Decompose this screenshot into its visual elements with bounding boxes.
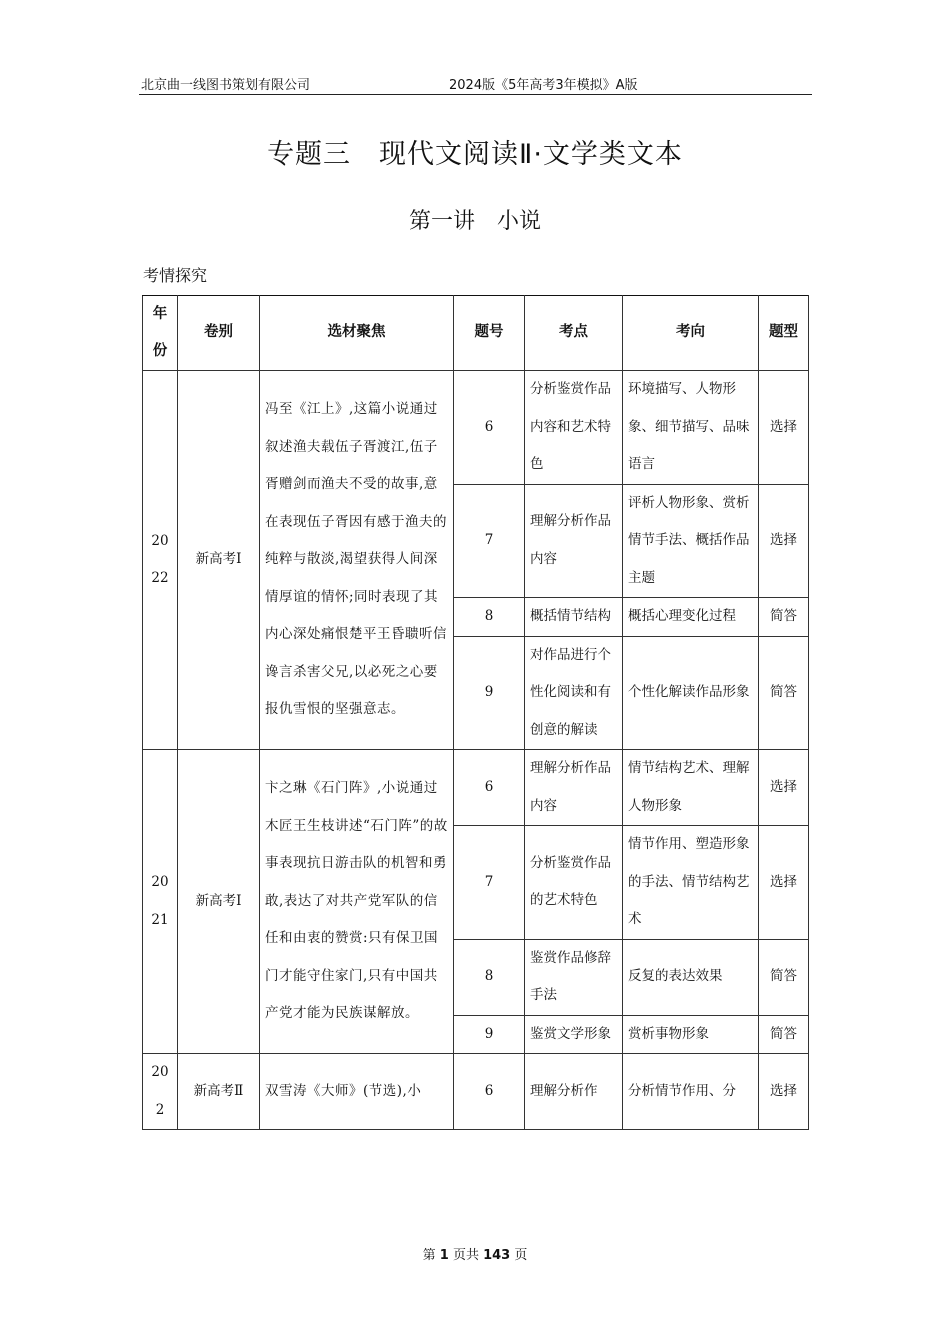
year-cell: 2021 <box>143 750 178 1054</box>
header-question-no: 题号 <box>454 296 525 371</box>
type-cell: 简答 <box>759 636 809 750</box>
exam-analysis-table <box>142 295 809 1130</box>
page-header <box>139 70 812 95</box>
page-number: 1 <box>439 1248 449 1263</box>
table-row <box>143 1054 809 1130</box>
direction-cell: 环境描写、人物形象、细节描写、品味语言 <box>623 371 759 485</box>
header-year: 年份 <box>143 296 178 371</box>
point-cell: 概括情节结构 <box>525 598 623 637</box>
lesson-title: 第一讲 小说 <box>408 209 541 234</box>
point-cell: 分析鉴赏作品的艺术特色 <box>525 826 623 940</box>
question-no-cell: 7 <box>454 484 525 598</box>
question-no-cell: 6 <box>454 371 525 485</box>
year-cell: 2022 <box>143 371 178 750</box>
direction-cell: 反复的表达效果 <box>623 939 759 1015</box>
question-no-cell: 9 <box>454 1015 525 1054</box>
point-cell: 鉴赏文学形象 <box>525 1015 623 1054</box>
point-cell: 对作品进行个性化阅读和有创意的解读 <box>525 636 623 750</box>
header-paper: 卷别 <box>178 296 260 371</box>
header-direction: 考向 <box>623 296 759 371</box>
question-no-cell: 9 <box>454 636 525 750</box>
page-footer <box>0 1244 950 1263</box>
question-no-cell: 8 <box>454 939 525 1015</box>
paper-cell: 新高考Ⅰ <box>178 750 260 1054</box>
table-row <box>143 750 809 826</box>
type-cell: 选择 <box>759 750 809 826</box>
point-cell: 理解分析作品内容 <box>525 484 623 598</box>
header-type: 题型 <box>759 296 809 371</box>
direction-cell: 评析人物形象、赏析情节手法、概括作品主题 <box>623 484 759 598</box>
direction-cell: 情节结构艺术、理解人物形象 <box>623 750 759 826</box>
point-cell: 鉴赏作品修辞手法 <box>525 939 623 1015</box>
header-material: 选材聚焦 <box>260 296 454 371</box>
question-no-cell: 6 <box>454 750 525 826</box>
type-cell: 选择 <box>759 1054 809 1130</box>
direction-cell: 分析情节作用、分 <box>623 1054 759 1130</box>
material-cell: 双雪涛《大师》(节选),小 <box>260 1054 454 1130</box>
footer-prefix: 第 <box>422 1248 436 1263</box>
footer-suffix: 页 <box>514 1248 528 1263</box>
footer-middle: 页共 <box>452 1248 479 1263</box>
table-row <box>143 371 809 485</box>
header-point: 考点 <box>525 296 623 371</box>
direction-cell: 赏析事物形象 <box>623 1015 759 1054</box>
direction-cell: 情节作用、塑造形象的手法、情节结构艺术 <box>623 826 759 940</box>
question-no-cell: 7 <box>454 826 525 940</box>
direction-cell: 概括心理变化过程 <box>623 598 759 637</box>
total-pages: 143 <box>483 1248 511 1263</box>
table-header-row <box>143 296 809 371</box>
type-cell: 简答 <box>759 598 809 637</box>
type-cell: 简答 <box>759 939 809 1015</box>
page-title: 专题三 现代文阅读Ⅱ·文学类文本 <box>267 139 683 170</box>
book-title: 2024版《5年高考3年模拟》A版 <box>449 78 638 93</box>
type-cell: 选择 <box>759 826 809 940</box>
publisher-name: 北京曲一线图书策划有限公司 <box>141 78 311 93</box>
paper-cell: 新高考Ⅱ <box>178 1054 260 1130</box>
year-cell: 202 <box>143 1054 178 1130</box>
type-cell: 选择 <box>759 484 809 598</box>
section-title: 考情探究 <box>143 266 208 285</box>
point-cell: 理解分析作品内容 <box>525 750 623 826</box>
material-cell: 冯至《江上》,这篇小说通过叙述渔夫载伍子胥渡江,伍子胥赠剑而渔夫不受的故事,意在表现伍子胥因有感于渔夫的纯粹与散淡,渴望获得人间深情厚谊的情怀;同时表现了其内心深处痛恨楚平王昏聩听信谗言杀害父兄,以必死之心要报仇雪恨的坚强意志。 <box>260 371 454 750</box>
question-no-cell: 8 <box>454 598 525 637</box>
point-cell: 理解分析作 <box>525 1054 623 1130</box>
type-cell: 简答 <box>759 1015 809 1054</box>
question-no-cell: 6 <box>454 1054 525 1130</box>
direction-cell: 个性化解读作品形象 <box>623 636 759 750</box>
type-cell: 选择 <box>759 371 809 485</box>
point-cell: 分析鉴赏作品内容和艺术特色 <box>525 371 623 485</box>
paper-cell: 新高考Ⅰ <box>178 371 260 750</box>
material-cell: 卞之琳《石门阵》,小说通过木匠王生枝讲述“石门阵”的故事表现抗日游击队的机智和勇敢,表达了对共产党军队的信任和由衷的赞赏:只有保卫国门才能守住家门,只有中国共产党才能为民族谋解放。 <box>260 750 454 1054</box>
